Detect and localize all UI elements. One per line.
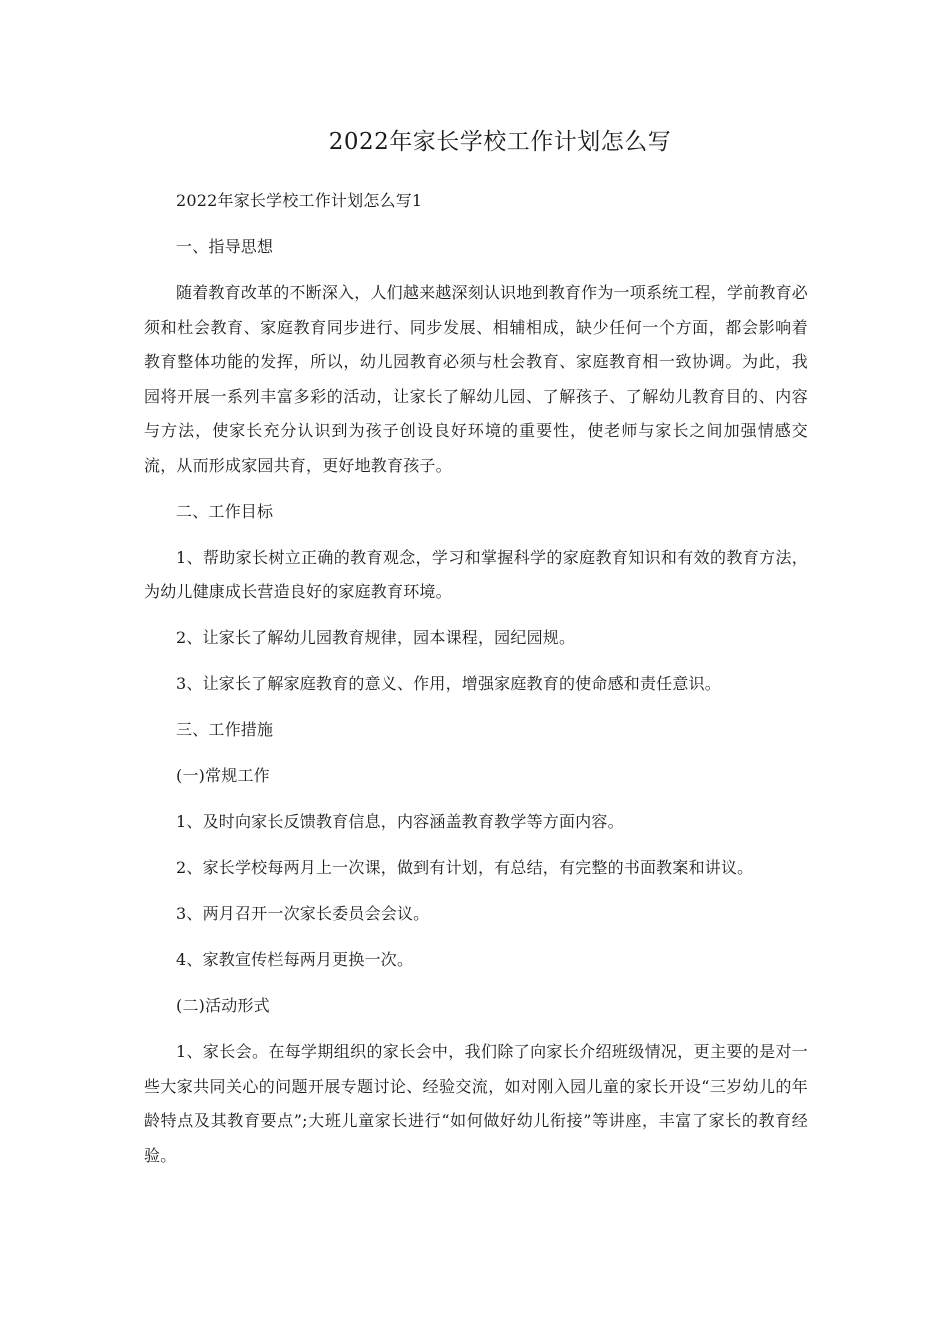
section-heading: 2022年家长学校工作计划怎么写1 <box>176 191 423 210</box>
list-item: 1、家长会。在每学期组织的家长会中，我们除了向家长介绍班级情况，更主要的是对一些大家共同关心的问题开展专题讨论、经验交流，如对刚入园儿童的家长开设“三岁幼儿的年龄特点及其教育要点”;大班儿童家长进行“如何做好幼儿衔接”等讲座，丰富了家长的教育经验。 <box>144 1042 808 1165</box>
list-item: 3、两月召开一次家长委员会会议。 <box>176 904 430 923</box>
section-heading: 一、指导思想 <box>176 237 274 256</box>
list-item: 1、帮助家长树立正确的教育观念，学习和掌握科学的家庭教育知识和有效的教育方法，为幼儿健康成长营造良好的家庭教育环境。 <box>144 547 808 601</box>
body-paragraph: 随着教育改革的不断深入，人们越来越深刻认识地到教育作为一项系统工程，学前教育必须和杜会教育、家庭教育同步进行、同步发展、相辅相成，缺少任何一个方面，都会影响着教育整体功能的发挥，所以，幼儿园教育必须与杜会教育、家庭教育相一致协调。为此，我园将开展一系列丰富多彩的活动，让家长了解幼儿园、了解孩子、了解幼儿教育目的、内容与方法，使家长充分认识到为孩子创设良好环境的重要性，使老师与家长之间加强情感交流，从而形成家园共育，更好地教育孩子。 <box>144 283 808 475</box>
list-item: 2、让家长了解幼儿园教育规律，园本课程，园纪园规。 <box>176 628 576 647</box>
list-item: 4、家教宣传栏每两月更换一次。 <box>176 950 414 969</box>
document-body <box>144 184 808 1185</box>
section-heading: 三、工作措施 <box>176 720 274 739</box>
list-item: 1、及时向家长反馈教育信息，内容涵盖教育教学等方面内容。 <box>176 812 624 831</box>
list-item: 3、让家长了解家庭教育的意义、作用，增强家庭教育的使命感和责任意识。 <box>176 674 721 693</box>
list-item: 2、家长学校每两月上一次课，做到有计划，有总结，有完整的书面教案和讲议。 <box>176 858 754 877</box>
subsection-heading: (二)活动形式 <box>176 996 270 1015</box>
subsection-heading: (一)常规工作 <box>176 766 270 785</box>
section-heading: 二、工作目标 <box>176 501 274 521</box>
document-title: 2022年家长学校工作计划怎么写 <box>328 129 672 155</box>
